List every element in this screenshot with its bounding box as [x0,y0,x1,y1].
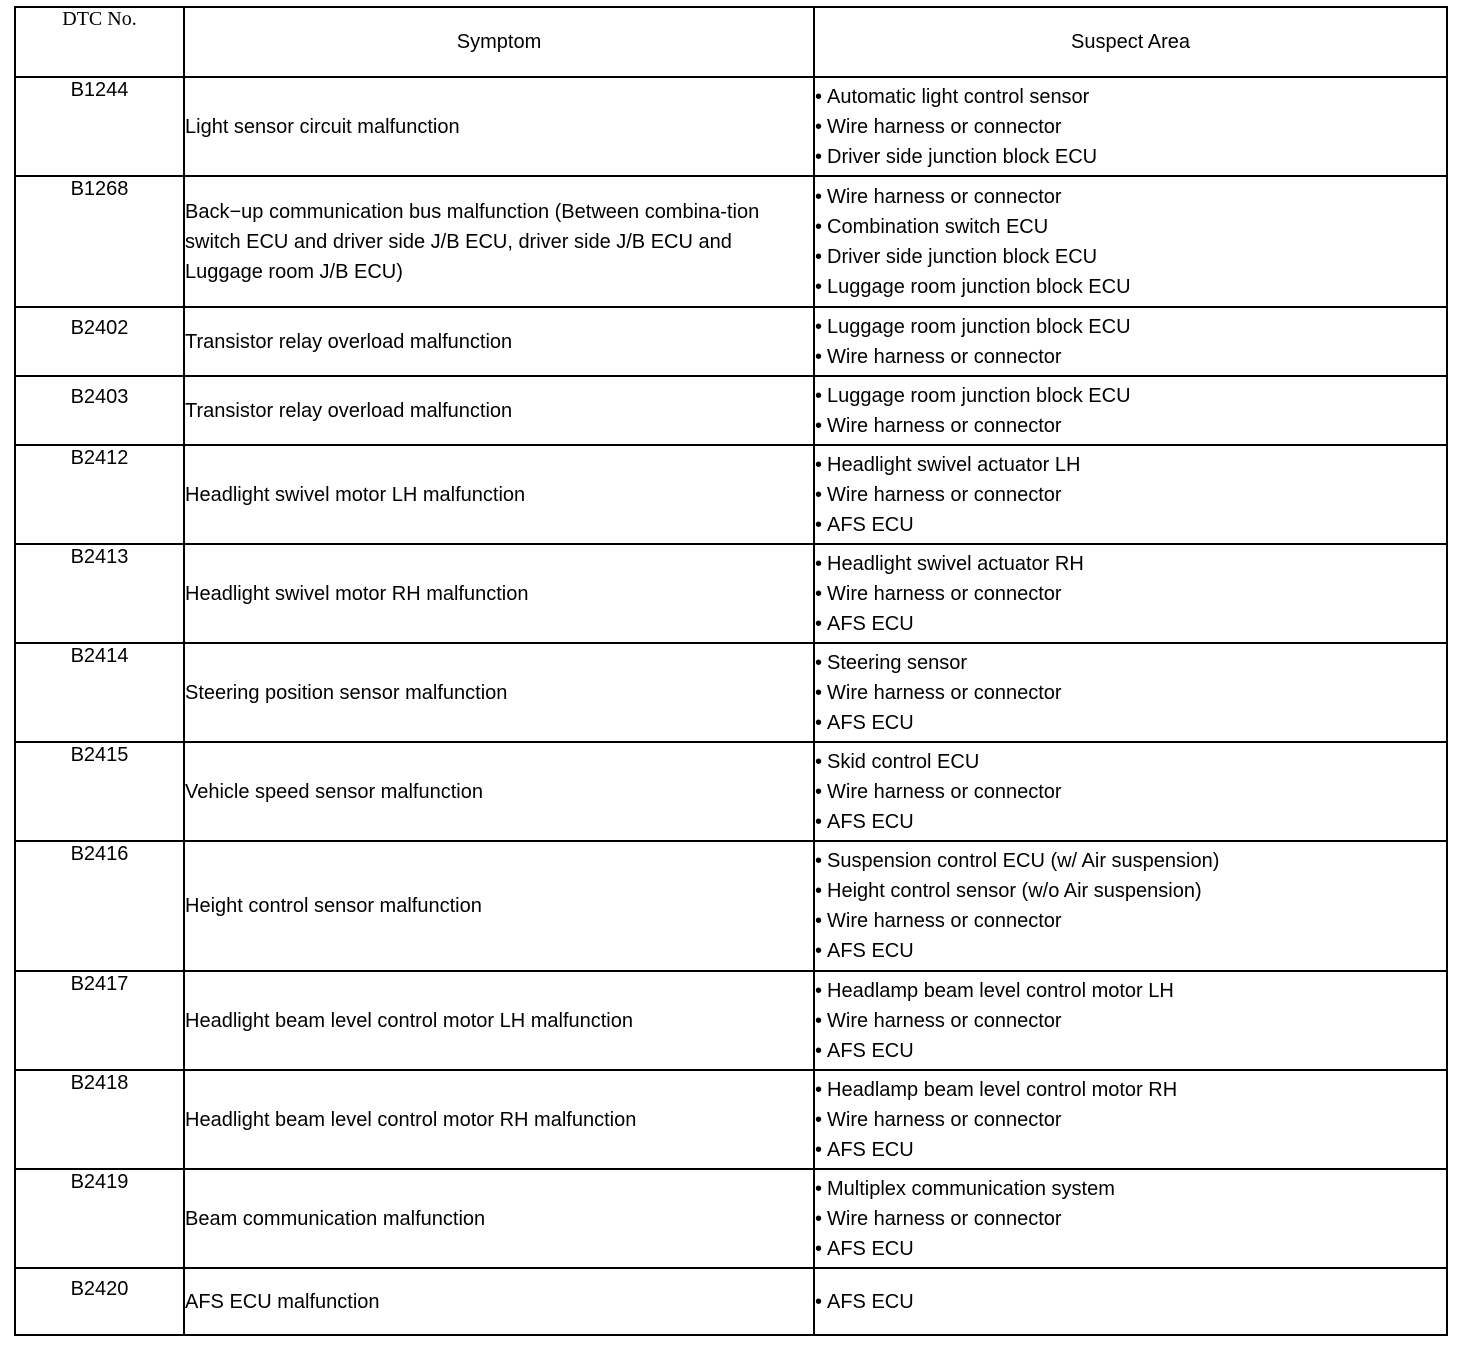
suspect-area-item [815,312,1446,342]
table-row [15,841,1447,971]
symptom-cell: Headlight swivel motor RH malfunction [184,544,814,643]
suspect-area-text: AFS ECU [827,940,914,962]
bullet-icon: • [815,483,823,506]
symptom-cell: Headlight beam level control motor RH malfunction [184,1070,814,1169]
bullet-icon: • [815,1078,823,1101]
suspect-area-item [815,212,1446,242]
suspect-area-item [815,846,1446,876]
suspect-area-item [815,112,1446,142]
suspect-area-text: Wire harness or connector [827,582,1062,605]
symptom-cell: Steering position sensor malfunction [184,643,814,742]
bullet-icon: • [815,245,823,268]
suspect-area-text: AFS ECU [827,1237,914,1260]
suspect-area-text: AFS ECU [827,612,914,635]
bullet-icon: • [815,1207,823,1230]
bullet-icon: • [815,582,823,605]
suspect-area-text: Luggage room junction block ECU [827,315,1131,338]
bullet-icon: • [815,185,823,208]
suspect-area-item [815,807,1446,837]
suspect-area-item [815,272,1446,302]
symptom-cell: AFS ECU malfunction [184,1268,814,1335]
bullet-icon: • [815,750,823,773]
suspect-area-text: Driver side junction block ECU [827,145,1098,168]
suspect-area-item [815,1036,1446,1066]
suspect-area-text: Wire harness or connector [827,185,1062,208]
suspect-area-item [815,1174,1446,1204]
suspect-area-item [815,976,1446,1006]
suspect-area-cell [814,643,1447,742]
dtc-code: B2403 [15,376,184,445]
suspect-area-text: AFS ECU [827,513,914,536]
suspect-area-item [815,1287,1446,1317]
suspect-area-item [815,342,1446,372]
suspect-area-text: Suspension control ECU (w/ Air suspension) [827,850,1220,872]
suspect-area-item [815,936,1446,966]
suspect-area-item [815,747,1446,777]
suspect-area-item [815,82,1446,112]
suspect-area-text: Wire harness or connector [827,780,1062,803]
suspect-area-item [815,906,1446,936]
bullet-icon: • [815,345,823,368]
suspect-area-item [815,708,1446,738]
suspect-area-cell [814,77,1447,176]
bullet-icon: • [815,850,823,872]
suspect-area-cell [814,176,1447,307]
suspect-area-text: Skid control ECU [827,750,980,773]
suspect-area-item [815,510,1446,540]
suspect-area-text: Height control sensor (w/o Air suspension) [827,880,1202,902]
symptom-cell: Height control sensor malfunction [184,841,814,971]
symptom-cell: Light sensor circuit malfunction [184,77,814,176]
suspect-area-text: Combination switch ECU [827,215,1049,238]
symptom-cell: Transistor relay overload malfunction [184,307,814,376]
bullet-icon: • [815,275,823,298]
suspect-area-text: Wire harness or connector [827,483,1062,506]
bullet-icon: • [815,1290,823,1313]
suspect-area-text: Wire harness or connector [827,1009,1062,1032]
suspect-area-item [815,1006,1446,1036]
suspect-area-cell [814,742,1447,841]
bullet-icon: • [815,940,823,962]
header-dtc-no: DTC No. [15,7,184,77]
bullet-icon: • [815,453,823,476]
suspect-area-text: Wire harness or connector [827,1207,1062,1230]
symptom-cell: Headlight swivel motor LH malfunction [184,445,814,544]
dtc-code: B1268 [15,176,184,307]
table-row [15,445,1447,544]
suspect-area-cell [814,1169,1447,1268]
suspect-area-text: Headlamp beam level control motor LH [827,979,1174,1002]
bullet-icon: • [815,1237,823,1260]
table-body [15,77,1447,1335]
bullet-icon: • [815,979,823,1002]
dtc-code: B2420 [15,1268,184,1335]
dtc-code: B2416 [15,841,184,971]
suspect-area-item [815,777,1446,807]
suspect-area-cell [814,307,1447,376]
bullet-icon: • [815,1108,823,1131]
table-row [15,1169,1447,1268]
bullet-icon: • [815,414,823,437]
bullet-icon: • [815,85,823,108]
bullet-icon: • [815,145,823,168]
bullet-icon: • [815,711,823,734]
header-row [15,7,1447,77]
suspect-area-item [815,242,1446,272]
bullet-icon: • [815,1009,823,1032]
suspect-area-cell [814,376,1447,445]
bullet-icon: • [815,1138,823,1161]
suspect-area-item [815,549,1446,579]
table-row [15,742,1447,841]
suspect-area-text: Wire harness or connector [827,681,1062,704]
suspect-area-text: Headlight swivel actuator RH [827,552,1084,575]
suspect-area-text: Driver side junction block ECU [827,245,1098,268]
symptom-cell: Vehicle speed sensor malfunction [184,742,814,841]
symptom-cell: Back−up communication bus malfunction (Between combina-tion switch ECU and driver side J/B ECU, driver side J/B ECU and Luggage room J/B ECU) [184,176,814,307]
dtc-code: B2412 [15,445,184,544]
suspect-area-item [815,1234,1446,1264]
table-row [15,77,1447,176]
bullet-icon: • [815,910,823,932]
suspect-area-item [815,480,1446,510]
suspect-area-text: AFS ECU [827,1138,914,1161]
dtc-table [14,6,1448,1336]
suspect-area-item [815,1075,1446,1105]
dtc-code: B1244 [15,77,184,176]
dtc-code: B2413 [15,544,184,643]
symptom-cell: Transistor relay overload malfunction [184,376,814,445]
suspect-area-text: Luggage room junction block ECU [827,275,1131,298]
suspect-area-item [815,678,1446,708]
dtc-code: B2414 [15,643,184,742]
bullet-icon: • [815,513,823,536]
suspect-area-item [815,648,1446,678]
suspect-area-item [815,411,1446,441]
header-suspect-area: Suspect Area [814,7,1447,77]
suspect-area-item [815,1105,1446,1135]
suspect-area-text: Luggage room junction block ECU [827,384,1131,407]
suspect-area-cell [814,841,1447,971]
suspect-area-item [815,142,1446,172]
bullet-icon: • [815,681,823,704]
bullet-icon: • [815,552,823,575]
suspect-area-item [815,450,1446,480]
suspect-area-cell [814,1268,1447,1335]
table-row [15,1268,1447,1335]
dtc-code: B2415 [15,742,184,841]
suspect-area-text: AFS ECU [827,711,914,734]
suspect-area-text: Wire harness or connector [827,414,1062,437]
table-row [15,376,1447,445]
suspect-area-item [815,609,1446,639]
table-row [15,1070,1447,1169]
suspect-area-cell [814,1070,1447,1169]
suspect-area-text: Automatic light control sensor [827,85,1090,108]
suspect-area-cell [814,544,1447,643]
suspect-area-text: Multiplex communication system [827,1177,1115,1200]
suspect-area-item [815,876,1446,906]
symptom-cell: Beam communication malfunction [184,1169,814,1268]
suspect-area-text: Wire harness or connector [827,115,1062,138]
dtc-code: B2418 [15,1070,184,1169]
suspect-area-text: Steering sensor [827,651,968,674]
suspect-area-item [815,1204,1446,1234]
bullet-icon: • [815,1039,823,1062]
suspect-area-text: Wire harness or connector [827,345,1062,368]
dtc-code: B2419 [15,1169,184,1268]
suspect-area-text: Wire harness or connector [827,1108,1062,1131]
symptom-cell: Headlight beam level control motor LH malfunction [184,971,814,1070]
suspect-area-cell [814,445,1447,544]
bullet-icon: • [815,315,823,338]
suspect-area-text: AFS ECU [827,810,914,833]
suspect-area-item [815,579,1446,609]
bullet-icon: • [815,810,823,833]
bullet-icon: • [815,215,823,238]
dtc-code: B2417 [15,971,184,1070]
suspect-area-cell [814,971,1447,1070]
table-row [15,176,1447,307]
suspect-area-item [815,182,1446,212]
dtc-code: B2402 [15,307,184,376]
header-symptom: Symptom [184,7,814,77]
table-row [15,971,1447,1070]
table-row [15,544,1447,643]
suspect-area-text: AFS ECU [827,1039,914,1062]
bullet-icon: • [815,780,823,803]
table-row [15,643,1447,742]
suspect-area-text: Headlamp beam level control motor RH [827,1078,1178,1101]
bullet-icon: • [815,880,823,902]
bullet-icon: • [815,651,823,674]
bullet-icon: • [815,612,823,635]
table-row [15,307,1447,376]
suspect-area-item [815,381,1446,411]
bullet-icon: • [815,115,823,138]
bullet-icon: • [815,1177,823,1200]
suspect-area-item [815,1135,1446,1165]
suspect-area-text: Wire harness or connector [827,910,1062,932]
suspect-area-text: AFS ECU [827,1290,914,1313]
suspect-area-text: Headlight swivel actuator LH [827,453,1081,476]
bullet-icon: • [815,384,823,407]
